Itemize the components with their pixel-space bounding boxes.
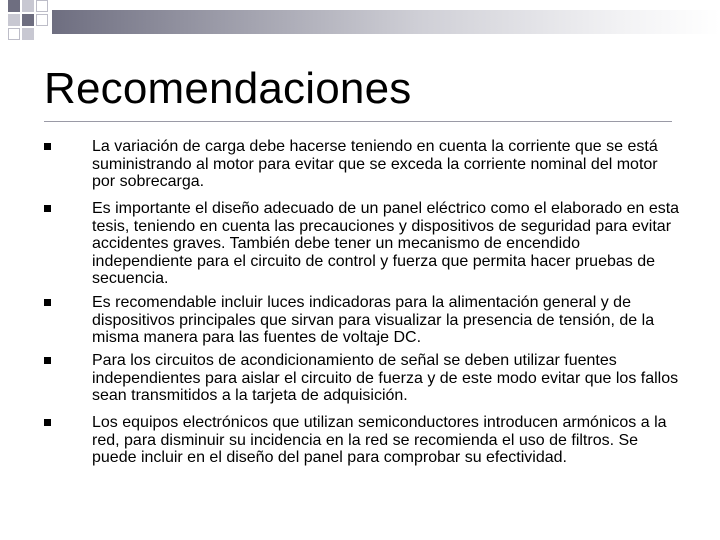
- header-gradient-bar: [52, 10, 720, 34]
- decorative-square: [22, 0, 34, 12]
- bullet-marker-icon: [44, 357, 51, 364]
- bullet-marker-icon: [44, 143, 51, 150]
- bullet-marker-icon: [44, 205, 51, 212]
- slide-title: Recomendaciones: [44, 64, 412, 113]
- decorative-header-band: [0, 0, 720, 44]
- bullet-text: La variación de carga debe hacerse teniendo en cuenta la corriente que se está suministrando al motor para evitar que se exceda la corriente nominal del motor por sobrecarga.: [92, 138, 658, 190]
- decorative-square: [22, 14, 34, 26]
- bullet-marker-icon: [44, 299, 51, 306]
- bullet-text: Para los circuitos de acondicionamiento de señal se deben utilizar fuentes independientes para aislar el circuito de fuerza y de este modo evitar que los fallos sean transmitidos a la tarjeta de adquisición.: [92, 352, 679, 404]
- decorative-square: [22, 28, 34, 40]
- decorative-square: [36, 14, 48, 26]
- bullet-text: Los equipos electrónicos que utilizan semiconductores introducen armónicos a la red, para disminuir su incidencia en la red se recomienda el uso de filtros. Se puede incluir en el diseño del panel para comprobar su efectividad.: [92, 414, 667, 466]
- bullet-text: Es importante el diseño adecuado de un panel eléctrico como el elaborado en esta tesis, teniendo en cuenta las precauciones y dispositivos de seguridad para evitar accidentes graves. También debe tener un mecanismo de encendido independiente para el circuito de control y fuerza que permita hacer pruebas de secuencia.: [92, 200, 680, 287]
- decorative-square: [8, 0, 20, 12]
- bullet-marker-icon: [44, 419, 51, 426]
- decorative-square: [36, 0, 48, 12]
- decorative-square: [8, 28, 20, 40]
- title-divider: [44, 121, 672, 122]
- decorative-square: [8, 14, 20, 26]
- bullet-text: Es recomendable incluir luces indicadoras para la alimentación general y de dispositivos principales que sirvan para visualizar la presencia de tensión, de la misma manera para las fuentes de voltaje DC.: [92, 294, 655, 346]
